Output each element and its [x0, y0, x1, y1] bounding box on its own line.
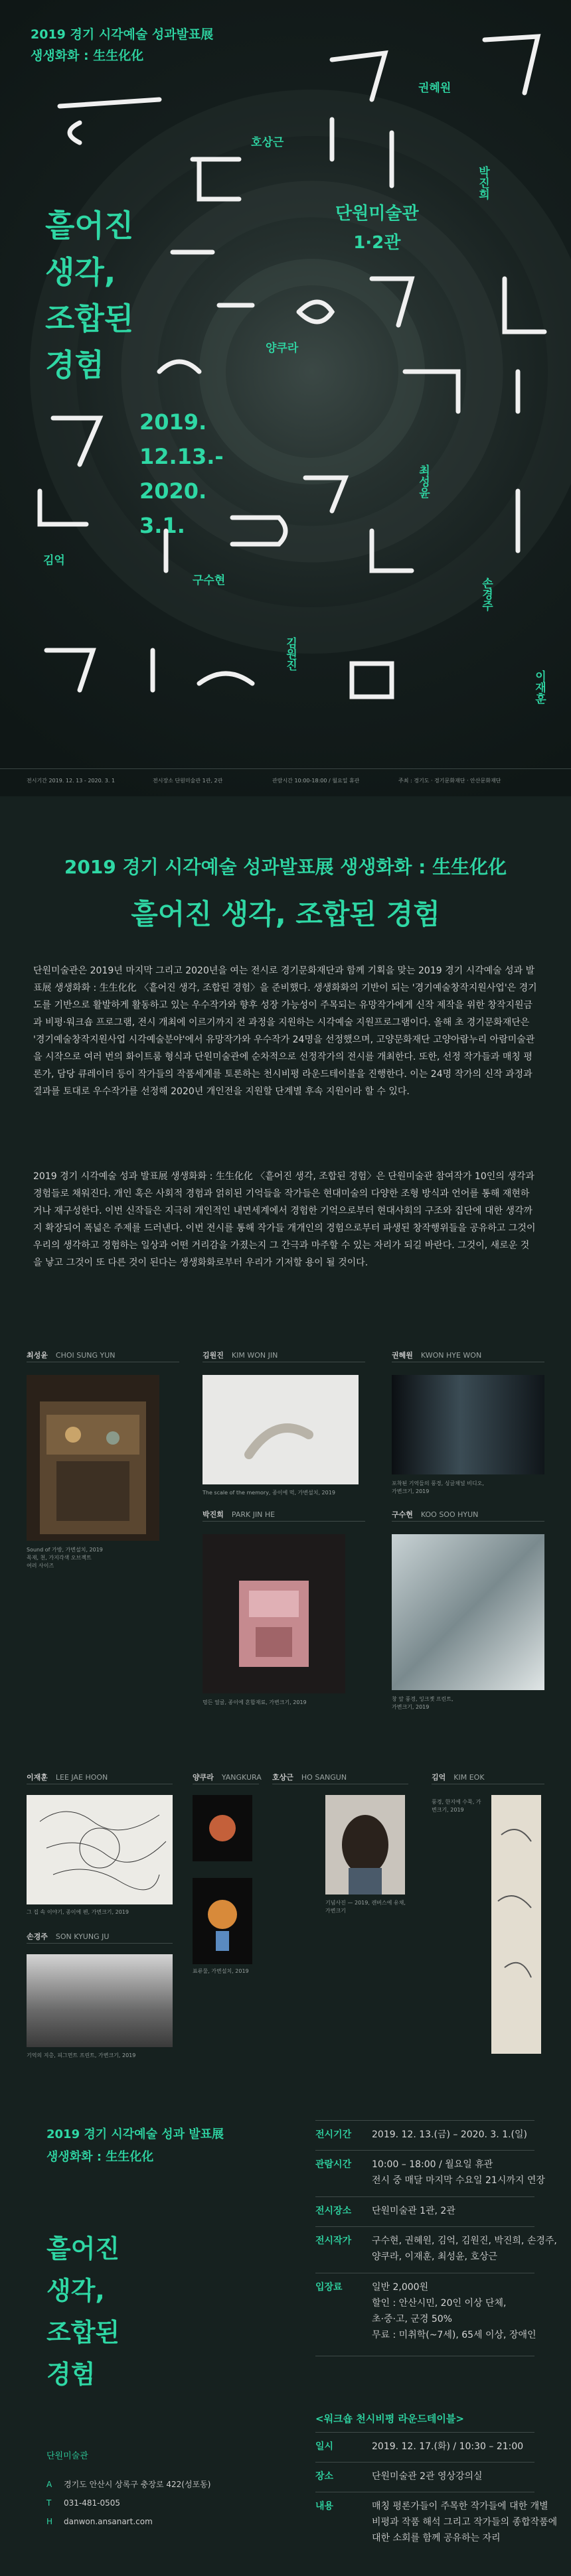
poster-header-line1: 2019 경기 시각예술 성과발표展	[31, 27, 214, 42]
divider	[315, 2226, 534, 2227]
museum-name: 단원미술관	[46, 2451, 88, 2461]
poster-footer-host: 주최 : 경기도 · 경기문화재단 · 안산문화재단	[398, 778, 501, 784]
divider	[27, 1943, 173, 1944]
workshop-title: <워크숍 천시비평 라운드테이블>	[315, 2413, 464, 2425]
artist-choi: 최성윤	[416, 465, 430, 498]
title-line: 경험	[46, 2360, 96, 2389]
artist-goo: 구수현	[193, 574, 226, 587]
poster-footer-program: 관람시간 10:00-18:00 / 월요일 휴관	[272, 778, 360, 784]
artwork-caption: 기억의 지층, 피그먼트 프린트, 가변크기, 2019	[27, 2052, 136, 2058]
artwork-caption: 표류물, 가변설치, 2019	[193, 1968, 249, 1974]
title-line: 경험	[45, 347, 104, 383]
artist-label: 양쿠라 YANGKURA	[193, 1773, 262, 1782]
section-subtitle: 2019 경기 시각예술 성과발표展 생생화화 : 生生化化	[64, 856, 507, 878]
bottom-header	[46, 2123, 224, 2169]
artwork-image-kim-eok	[491, 1795, 541, 2054]
bottom-header-line2: 생생화화 : 生生化化	[46, 2150, 154, 2164]
venue-line: 단원미술관	[335, 204, 419, 224]
artist-label: 김원진 KIM WON JIN	[203, 1351, 278, 1360]
title-line: 생각,	[45, 254, 116, 290]
artwork-caption: 그 집 속 이야기, 종이에 펜, 가변크기, 2019	[27, 1909, 129, 1915]
artwork-caption: 멍든 얼굴, 종이에 혼합재료, 가변크기, 2019	[203, 1699, 307, 1705]
divider	[315, 2196, 534, 2197]
artwork-image-son	[27, 1954, 173, 2047]
artist-yang: 양쿠라	[266, 342, 299, 355]
divider	[392, 1521, 544, 1522]
artwork-image-kwon	[392, 1375, 544, 1474]
artist-label: 구수현 KOO SOO HYUN	[392, 1510, 479, 1519]
artist-label: 김억 KIM EOK	[432, 1773, 485, 1782]
poster-footer	[0, 768, 571, 796]
artwork-image-yang-1	[193, 1795, 252, 1861]
artist-kwon: 권혜원	[418, 82, 451, 95]
artwork-image-ho	[325, 1795, 405, 1895]
intro-paragraph-2: 2019 경기 시각예술 성과 발표展 생생화화 : 生生化化 〈흩어진 생각, 조합된 경험〉은 단원미술관 참여작가 10인의 생각과 경험들로 채워진다. 개인 혹은 사회적 경험과 얽히된 기억들을 작가들은 현대미술의 다양한 조형 방식과 언어를 통해 재현하거나 재구성한다. 이번 신작들은 지극히 개인적인 내면세계에서 경험한 기억으로부터 현대사회의 구조와 집단에 대한 생각까지 확장되어 폭넓은 주제를 드러낸다. 이번 전시를 통해 작가들 개개인의 경험으로부터 파생된 창작행위들을 공유하고 그것이 우리의 생각하고 경험하는 일상과 어떤 거리감을 가졌는지 그 간극과 마주할 수 있는 자리가 되길 바란다. 그것이, 새로운 것을 낳고 그것이 또 다른 것이 된다는 생생화화로부터 우리가 기저할 용이 될 것이다.	[33, 1171, 536, 1268]
date-line: 2019.	[139, 409, 207, 435]
artist-ho: 호상근	[251, 136, 284, 149]
artwork-caption: The scale of the memory, 종이에 먹, 가변설치, 2019	[203, 1490, 335, 1496]
artwork-image-yang-2	[193, 1878, 252, 1964]
artist-kim-won: 김원진	[284, 637, 297, 671]
artwork-caption: 풍경, 한지에 수묵, 가변크기, 2019	[432, 1799, 481, 1813]
section-title: 흩어진 생각, 조합된 경험	[131, 898, 440, 930]
bottom-header-line1: 2019 경기 시각예술 성과 발표展	[46, 2127, 224, 2141]
divider	[203, 1521, 365, 1522]
poster-footer-period: 전시기간 2019. 12. 13 - 2020. 3. 1	[27, 778, 116, 784]
title-line: 흩어진	[45, 208, 134, 244]
artwork-image-choi	[27, 1375, 159, 1541]
artist-label: 이재훈 LEE JAE HOON	[27, 1773, 108, 1782]
contact-info	[46, 2475, 210, 2531]
artwork-image-koo	[392, 1534, 544, 1690]
title-line: 조합된	[46, 2318, 120, 2347]
divider	[315, 2150, 534, 2151]
divider	[315, 2120, 534, 2121]
poster-header-line2: 생생화화 : 生生化化	[31, 48, 144, 63]
artist-kim-eok: 김억	[43, 554, 65, 567]
artist-label: 최성윤 CHOI SUNG YUN	[27, 1351, 116, 1360]
artist-park: 박진희	[476, 166, 489, 200]
artwork-image-kim-won	[203, 1375, 359, 1484]
exhibition-poster	[0, 0, 571, 796]
artwork-caption: 포착된 기억들의 풍경, 싱글채널 비디오, 가변크기, 2019	[392, 1480, 484, 1494]
artist-son: 손경주	[479, 577, 493, 611]
date-line: 3.1.	[139, 513, 185, 538]
artist-label: 권혜원 KWON HYE WON	[392, 1351, 482, 1360]
intro-paragraph-1: 단원미술관은 2019년 마지막 그리고 2020년을 여는 전시로 경기문화재단과 함께 기획을 맞는 2019 경기 시각예술 성과 발표展 생생화화 : 生生化化 〈흩어진 생각, 조합된 경험〉을 준비했다. 생생화화의 기반이 되는 '경기예술창작지원사업'은 경기도를 기반으로 활발하게 활동하고 있는 우수작가와 향후 성장 가능성이 주목되는 유망작가에게 신작 제작을 위한 창작지원금과 비평·워크숍 프로그램, 전시 개최에 이르기까지 전 과정을 지원하는 시각예술 지원프로그램이다. 올해 초 경기문화재단은 '경기예술창작지원사업 시각예술분야'에서 유망작가와 우수작가 24명을 선정했으며, 고양문화재단 고양아람누리 아람미술관을 시작으로 여러 번의 화이트룸 형식과 단원미술관에 순차적으로 선정작가의 전시를 개최한다. 또한, 선정 작가들과 매칭 평론가, 담당 큐레이터 등이 작가들의 작품세계를 토론하는 천시비평 라운드테이블을 진행한다. 이는 24명 작가의 신작 과정과 결과를 토대로 우수작가를 선정해 2020년 개인전을 지원할 단계별 후속 지원이라 할 수 있다.	[33, 966, 537, 1097]
artwork-caption: 기념사진 — 2019, 캔버스에 유채, 가변크기	[325, 1900, 406, 1914]
artist-label: 호상근 HO SANGUN	[272, 1773, 347, 1782]
date-line: 2020.	[139, 478, 207, 504]
artwork-image-park	[203, 1534, 345, 1693]
contact-phone: T 031-481-0505	[46, 2498, 121, 2508]
page: 2019 경기 시각예술 성과발표展 생생화화 : 生生化化 흩어진 생각, 조합된 경험 단원미술관 1·2관 2019. 12.13.- 2020. 3.1. 권혜원 박진희 호상근 양쿠라 최성윤 김억 구수현 김원진 손경주 이재훈 전시기간 2019. 12. 13 - 2020. 3. 1 전시장소 단원미술관 1관, 2관 관람시간 10:00-18:00 / 월요일 휴관 주최 : 경기도 · 경기문화재단 · 안산문화재단 2019 경기 시각예술 성과발표展 생생화화 : 生生化化 흩어진 생각, 조합된 경험 단원미술관은 2019년 마지막 그리고 2020년을 여는 전시로 경기문화재단과 함께 기획을 맞는 2019 경기 시각예술 성과 발표展 생생화화 : 生生化化 〈흩어진 생각, 조합된 경험〉을 준비했다. 생생화화의 기반이 되는 '경기예술창작지원사업'은 경기도를 기반으로 활발하게 활동하고 있는 우수작가와 향후 성장 가능성이 주목되는 유망작가에게 신작 제작을 위한 창작지원금과 비평·워크숍 프로그램, 전시 개최에 이르기까지 전 과정을 지원하는 시각예술 지원프로그램이다. 올해 초 경기문화재단은 '경기예술창작지원사업 시각예술분야'에서 유망작가와 우수작가 24명을 선정했으며, 고양문화재단 고양아람누리 아람미술관을 시작으로 여러 번의 화이트룸 형식과 단원미술관에 순차적으로 선정작가의 전시를 개최한다. 또한, 선정 작가들과 매칭 평론가, 담당 큐레이터 등이 작가들의 작품세계를 토론하는 천시비평 라운드테이블을 진행한다. 이는 24명 작가의 신작 과정과 결과를 토대로 우수작가를 선정해 2020년 개인전을 지원할 단계별 후속 지원이라 할 수 있다. 2019 경기 시각예술 성과 발표展 생생화화 : 生生化化 〈흩어진 생각, 조합된 경험〉은 단원미술관 참여작가 10인의 생각과 경험들로 채워진다. 개인 혹은 사회적 경험과 얽히된 기억들을 작가들은 현대미술의 다양한 조형 방식과 언어를 통해 재현하거나 재구성한다. 이번 신작들은 지극히 개인적인 내면세계에서 경험한 기억으로부터 현대사회의 구조와 집단에 대한 생각까지 확장되어 폭넓은 주제를 드러낸다. 이번 전시를 통해 작가들 개개인의 경험으로부터 파생된 창작행위들을 공유하고 그것이 우리의 생각하고 경험하는 일상과 어떤 거리감을 가졌는지 그 간극과 마주할 수 있는 자리가 되길 바란다. 그것이, 새로운 것을 낳고 그것이 또 다른 것이 된다는 생생화화로부터 우리가 기저할 용이 될 것이다. 최성윤 CHOI SUNG YUN Sound of 가방, 가변설치, 2019 목재, 천, 가지각색 오브젝트 여러 사이즈 김원진 KIM WON JIN The scale of the memory, 종이에 먹, 가변설치, 2019 권혜원 KWON HYE WON 포착된 기억들의 풍경, 싱글채널 비디오, 가변크기, 2019 박진희 PARK JIN HE 멍든 얼굴, 종이에 혼합재료, 가변크기, 2019 구수현 KOO SOO HYUN 창 앞 풍경, 잉크젯 프린트, 가변크기, 2019 이재훈 LEE JAE HOON 그 집 속 이야기, 종이에 펜, 가변크기, 2019 양쿠라 YANGKURA 표류물, 가변설치, 2019 호상근 HO SANGUN 기념사진 — 2019, 캔버스에 유채, 가변크기 김억 KIM EOK 풍경, 한지에 수묵, 가변크기, 2019 손경주 SON KYUNG JU 기억의 지층, 피그먼트 프린트, 가변크기, 2019 2019 경기 시각예술 성과 발표展 생생화화 : 生生化化 흩어진 생각, 조합된 경험 단원미술관 A 경기도 안산시 상록구 충장로 422(성포동) T 031-481-0505 H danwon.ansanart.com 전시기간 2019. 12. 13.(금) – 2020. 3. 1.(일) 관람시간 10:00 – 18:00 / 월요일 휴관 전시 중 매달 마지막 수요일 21시까지 연장 전시장소 단원미술관 1관, 2관 전시작가 구수현, 권혜원, 김억, 김원진, 박진희, 손경주, 양쿠라, 이재훈, 최성윤, 호상근 입장료 일반 2,000원 할인 : 안산시민, 20인 이상 단체, 초·중·고, 군경 50% 무료 : 미취학(~7세), 65세 이상, 장애인 <워크숍 천시비평 라운드테이블> 일시 2019. 12. 17.(화) / 10:30 – 21:00 장소 단원미술관 2관 영상강의실 내용 매칭 평론가들이 주목한 작가들에 대한 개별 비평과 작품 해석 그리고 작가들의 종합작품에 대한 소회를 함께 공유하는 자리	[0, 0, 571, 2576]
hangul-strokes	[0, 0, 571, 770]
artist-label: 손경주 SON KYUNG JU	[27, 1932, 110, 1941]
artist-lee: 이재훈	[532, 670, 546, 704]
divider	[315, 2462, 534, 2463]
poster-footer-place: 전시장소 단원미술관 1관, 2관	[153, 778, 223, 784]
title-line: 생각,	[46, 2276, 105, 2305]
contact-address: A 경기도 안산시 상록구 충장로 422(성포동)	[46, 2480, 211, 2489]
artist-label: 박진희 PARK JIN HE	[203, 1510, 276, 1519]
title-line: 흩어진	[46, 2234, 120, 2263]
title-line: 조합된	[45, 301, 134, 336]
artwork-caption: 창 앞 풍경, 잉크젯 프린트, 가변크기, 2019	[392, 1696, 453, 1710]
divider	[315, 2432, 534, 2433]
artwork-caption: Sound of 가방, 가변설치, 2019 목재, 천, 가지각색 오브젝트 여러 사이즈	[27, 1547, 103, 1569]
bottom-title	[46, 2228, 120, 2396]
venue-line: 1·2관	[353, 233, 401, 253]
contact-homepage[interactable]: H danwon.ansanart.com	[46, 2517, 153, 2526]
artwork-image-lee	[27, 1795, 173, 1904]
date-line: 12.13.-	[139, 444, 224, 469]
